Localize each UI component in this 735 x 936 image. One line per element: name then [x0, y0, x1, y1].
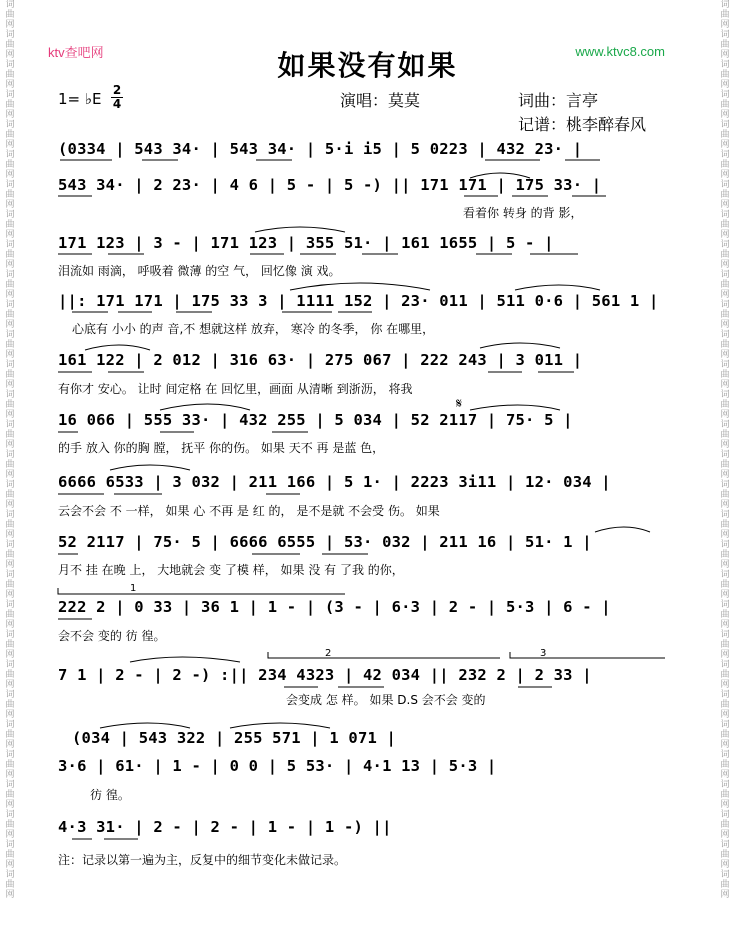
notation-line: 16 066 | 555 33· | 432 255 | 5 034 | 52 2117 | 75· 5 |	[58, 411, 573, 429]
score-system	[58, 757, 670, 807]
notation-line: 3·6 | 61· | 1 - | 0 0 | 5 53· | 4·1 13 | 5·3 |	[58, 757, 497, 775]
slur	[255, 227, 345, 232]
side-watermark-left: 词曲网词曲网词曲网词曲网词曲网词曲网词曲网词曲网词曲网词曲网词曲网词曲网词曲网词曲网词曲网词曲网词曲网词曲网词曲网词曲网词曲网词曲网词曲网词曲网词曲网词曲网词曲网词曲网词曲网词曲网	[5, 0, 15, 900]
notation-line: (034 | 543 322 | 255 571 | 1 071 |	[72, 729, 397, 747]
song-title: 如果没有如果	[277, 49, 458, 82]
slur	[85, 345, 150, 350]
lyric-line: 的手 放入 你的胸 膛， 抚平 你的伤。 如果 天不 再 是蓝 色，	[58, 441, 385, 455]
score-system	[58, 533, 670, 583]
segno-sign: 𝄋	[456, 396, 463, 412]
lyric-line: 彷 徨。	[90, 788, 130, 802]
slur	[110, 465, 190, 470]
score-system	[58, 666, 670, 716]
volta-number: 2	[325, 648, 332, 659]
lyric-line: 心底有 小小 的声 音,不 想就这样 放弃， 寒冷 的冬季， 你 在哪里，	[72, 322, 435, 336]
footnote: 注：记录以第一遍为主，反复中的细节变化未做记录。	[58, 853, 347, 867]
score-system	[58, 473, 670, 523]
lyric-line: 看着你 转身 的背 影，	[463, 206, 583, 220]
notation-line: (0334 | 543 34· | 543 34· | 5·i i5 | 5 0223 | 432 23· |	[58, 140, 583, 158]
transcriber-credit: 记谱：桃李醉春风	[518, 115, 647, 134]
score-system	[58, 176, 670, 226]
score-system	[58, 234, 670, 284]
notation-line: 171 123 | 3 - | 171 123 | 355 51· | 161 1655 | 5 - |	[58, 234, 554, 252]
slur	[130, 657, 240, 662]
singer-credit: 演唱：莫莫	[340, 91, 421, 110]
slur	[290, 283, 430, 290]
slur	[470, 405, 560, 410]
lyric-line: 云会不会 不 一样， 如果 心 不再 是 红 的， 是不是就 不会受 伤。 如果	[58, 504, 440, 518]
slur	[595, 527, 650, 532]
notation-line: 161 122 | 2 012 | 316 63· | 275 067 | 222 243 | 3 011 |	[58, 351, 583, 369]
slur	[515, 285, 600, 290]
lyric-line: 有你才 安心。 让时 间定格 在 回忆里，画面 从清晰 到浙沥， 将我	[58, 382, 413, 396]
side-watermark-right: 词曲网词曲网词曲网词曲网词曲网词曲网词曲网词曲网词曲网词曲网词曲网词曲网词曲网词曲网词曲网词曲网词曲网词曲网词曲网词曲网词曲网词曲网词曲网词曲网词曲网词曲网词曲网词曲网词曲网词曲网	[720, 0, 730, 900]
score-system	[58, 351, 670, 401]
score-system	[58, 292, 670, 342]
time-signature	[111, 84, 123, 111]
meter-bottom: 4	[112, 97, 122, 111]
volta-number: 3	[540, 648, 547, 659]
notation-line: ||: 171 171 | 175 33 3 | 1111 152 | 23· 011 | 511 0·6 | 561 1 |	[58, 292, 659, 310]
lyric-line: 泪流如 雨滴， 呼吸着 微薄 的空 气， 回忆像 演 戏。	[58, 264, 341, 278]
notation-line: 543 34· | 2 23· | 4 6 | 5 - | 5 -) || 171 171 | 175 33· |	[58, 176, 602, 194]
volta-bracket	[268, 652, 500, 658]
score-system	[58, 729, 670, 753]
volta-bracket	[510, 652, 665, 658]
lyric-line: 会不会 变的 彷 徨。	[58, 629, 166, 643]
score-system	[58, 411, 670, 461]
lyric-line: 月不 挂 在晚 上， 大地就会 变 了模 样， 如果 没 有 了我 的你，	[58, 563, 404, 577]
notation-line: 222 2 | 0 33 | 36 1 | 1 - | (3 - | 6·3 | 2 - | 5·3 | 6 - |	[58, 598, 611, 616]
slur	[480, 343, 560, 348]
slur	[160, 404, 250, 410]
score-system	[58, 140, 670, 180]
meter-top: 2	[112, 83, 122, 97]
volta-number: 1	[130, 583, 137, 594]
notation-line: 52 2117 | 75· 5 | 6666 6555 | 53· 032 | 211 16 | 51· 1 |	[58, 533, 592, 551]
site-url: www.ktvc8.com	[575, 44, 665, 59]
volta-bracket	[58, 588, 345, 594]
slur	[100, 723, 190, 728]
score-system	[58, 598, 670, 648]
key-signature: 1= ♭E	[58, 90, 102, 108]
notation-line: 7 1 | 2 - | 2 -) :|| 234 4323 | 42 034 || 232 2 | 2 33 |	[58, 666, 592, 684]
lyricist-credit: 词曲：言亭	[518, 91, 599, 110]
score-system	[58, 818, 670, 842]
slur	[230, 723, 330, 728]
site-watermark: ktv查吧网	[48, 45, 104, 60]
notation-line: 6666 6533 | 3 032 | 211 166 | 5 1· | 2223 3i11 | 12· 034 |	[58, 473, 611, 491]
notation-line: 4·3 31· | 2 - | 2 - | 1 - | 1 -) ||	[58, 818, 392, 836]
lyric-line: 会变成 怎 样。 如果 D.S 会不会 变的	[286, 693, 486, 707]
